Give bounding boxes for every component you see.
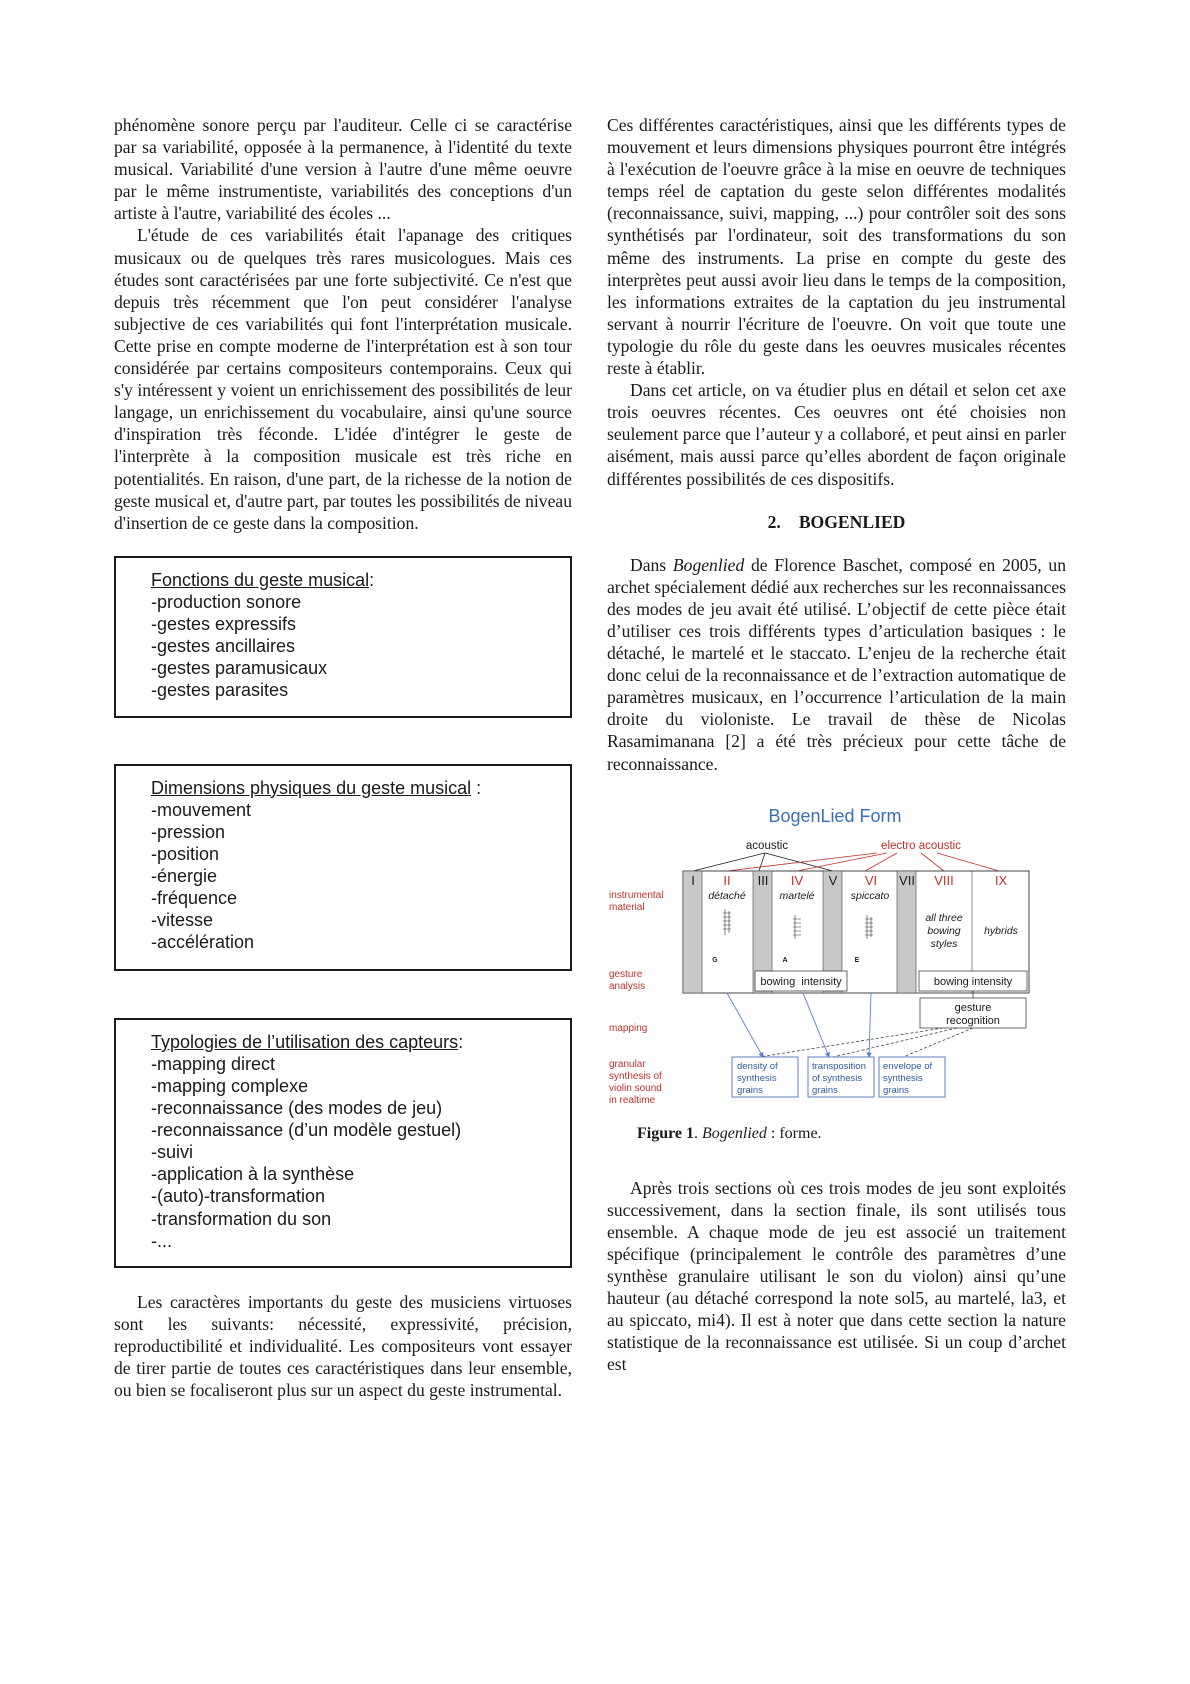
- text-run: de Florence Baschet, composé en 2005, un archet spécialement dédié aux recherches sur les reconnaissances des modes de jeu avait été utilisé. L’objectif de cette pièce était d’utiliser ces trois différents types d’articulation basiques : le détaché, le martelé et le staccato. L’enjeu de la recherche était donc celui de la reconnaissance et de l’extraction automatique de paramètres musicaux, en l’occurrence l’articulation de la main droite du violoniste. Le travail de thèse de Nicolas Rasamimanana [2] a été très précieux pour cette tâche de reconnaissance.: [607, 554, 1066, 774]
- note-E: E: [854, 956, 860, 964]
- section-V: V: [828, 872, 838, 888]
- density-label-2: synthesis: [737, 1072, 777, 1084]
- gesture-recognition-label-1: gesture: [954, 1001, 992, 1014]
- section-number: 2.: [767, 511, 781, 532]
- box-item: -application à la synthèse: [151, 1164, 355, 1185]
- box-item: -transformation du son: [151, 1208, 332, 1229]
- row-mapping: mapping: [609, 1022, 648, 1034]
- box-item: -accélération: [151, 932, 255, 953]
- box-title: [151, 569, 570, 591]
- caption-label: Figure 1: [637, 1124, 695, 1142]
- right-paragraph-3: [607, 554, 1066, 775]
- box-item: -(auto)-transformation: [151, 1186, 326, 1207]
- section-II: II: [723, 872, 731, 888]
- label-spiccato: spiccato: [850, 889, 890, 902]
- section-VII: VII: [899, 872, 915, 888]
- section-title: BOGENLIED: [798, 511, 906, 532]
- row-labels: [609, 890, 663, 1105]
- label-styles: styles: [930, 937, 958, 950]
- note-A: A: [782, 956, 788, 964]
- row-instrumental: instrumental: [609, 889, 664, 901]
- box-item: -production sonore: [151, 591, 302, 612]
- acoustic-label: acoustic: [745, 839, 789, 852]
- label-detache: détaché: [708, 889, 746, 902]
- box-item: -vitesse: [151, 910, 214, 931]
- box-item: -...: [151, 1230, 172, 1251]
- box-item: -gestes ancillaires: [151, 636, 296, 657]
- section-VI: VI: [864, 872, 878, 888]
- box-item: -mapping direct: [151, 1053, 276, 1074]
- figure-caption: [637, 1123, 1066, 1145]
- section-IV: IV: [790, 872, 804, 888]
- box-item: -pression: [151, 821, 226, 842]
- section-III: III: [757, 872, 769, 888]
- label-martele: martelé: [779, 889, 815, 902]
- box-item: -fréquence: [151, 888, 238, 909]
- bowing-intensity-label-a: bowing intensity: [760, 975, 842, 988]
- caption-sep: .: [694, 1124, 703, 1142]
- right-paragraph-4: Après trois sections où ces trois modes de jeu sont exploités successivement, dans la section finale, ils sont utilisés tous ensemble. A chaque mode de jeu est associé un traitement spécifique (principalement le contrôle des paramètres d’une synthèse granulaire utilisant le son du violon) ainsi qu’une hauteur (au détaché correspond la note sol5, au martelé, la3, et au spiccato, mi4). Il est à noter que dans cette section la nature statistique de la reconnaissance est utilisée. Si un coup d’archet est: [607, 1177, 1066, 1375]
- envelope-label-1: envelope of: [883, 1060, 933, 1072]
- label-all-three: all three: [925, 911, 963, 924]
- box-title-text: Dimensions physiques du geste musical: [151, 777, 472, 798]
- row-granular: granular: [609, 1058, 646, 1070]
- row-gesture: gesture: [609, 968, 643, 980]
- box-item: -mapping complexe: [151, 1075, 309, 1096]
- electro-acoustic-label: electro acoustic: [881, 839, 961, 852]
- row-analysis: analysis: [609, 980, 646, 992]
- box-item: -reconnaissance (des modes de jeu): [151, 1098, 443, 1119]
- transposition-label-3: grains: [812, 1084, 838, 1096]
- section-VIII: VIII: [934, 872, 954, 888]
- row-synthesis-of: synthesis of: [609, 1070, 662, 1082]
- text-run: Dans: [630, 554, 673, 575]
- left-column: [114, 114, 572, 1401]
- left-paragraph-3: Les caractères importants du geste des musiciens virtuoses sont les suivants: nécessité, expressivité, précision, reproductibilité et individualité. Les compositeurs vont essayer de tirer partie de toutes ces caractéristiques dans leur ensemble, ou bien se focaliseront plus sur un aspect du geste instrumental.: [114, 1291, 572, 1401]
- caption-work-title: Bogenlied: [702, 1124, 767, 1142]
- row-violin-sound: violin sound: [609, 1082, 662, 1094]
- box-item: -mouvement: [151, 799, 252, 820]
- right-paragraph-1: Ces différentes caractéristiques, ainsi que les différents types de mouvement et leurs dimensions physiques pourront être intégrés à l'exécution de l'oeuvre grâce à la mise en oeuvre de techniques temps réel de captation du geste selon différentes modalités (reconnaissance, suivi, mapping, ...) pour contrôler soit des sons synthétisés par l'ordinateur, soit des transformations du son même des instruments. La prise en compte du geste des interprètes peut aussi avoir lieu dans le temps de la composition, les informations extraites de la captation du jeu instrumental servant à nourrir l'écriture de l'oeuvre. On voit que toute une typologie du rôle du geste dans les oeuvres musicales récentes reste à établir.: [607, 115, 1066, 379]
- row-in-realtime: in realtime: [609, 1094, 656, 1105]
- box-typologies-capteurs: [114, 1018, 572, 1268]
- box-item: -reconnaissance (d’un modèle gestuel): [151, 1120, 462, 1141]
- figure-title: BogenLied Form: [768, 805, 902, 826]
- recognition-dashed-lines: [759, 1028, 973, 1057]
- electro-lines: [727, 853, 999, 871]
- caption-rest: : forme.: [766, 1124, 822, 1142]
- box-item: -gestes expressifs: [151, 613, 297, 634]
- left-paragraph-1: phénomène sonore perçu par l'auditeur. Celle ci se caractérise par sa variabilité, opposée à la permanence, à l'identité du texte musical. Variabilité d'une version à l'autre d'une même oeuvre par le même instrumentiste, variabilités des conceptions d'un artiste à l'autre, variabilité des écoles ...: [114, 115, 572, 224]
- box-title-suffix: :: [471, 777, 482, 798]
- box-fonctions-geste: [114, 556, 572, 718]
- density-label-1: density of: [737, 1060, 778, 1072]
- section-IX: IX: [994, 872, 1008, 888]
- envelope-label-2: synthesis: [883, 1072, 923, 1084]
- right-paragraph-2: Dans cet article, on va étudier plus en détail et selon cet axe trois oeuvres récentes. Ces oeuvres ont été choisies non seulement parce que l’auteur y a collaboré, et peut ainsi en parler aisément, mais aussi parce qu’elles abordent de façon originale différentes possibilités de ces dispositifs.: [607, 380, 1066, 489]
- box-item: -gestes parasites: [151, 680, 289, 701]
- row-material: material: [609, 901, 645, 913]
- box-title-suffix: :: [458, 1031, 464, 1052]
- box-item: -suivi: [151, 1142, 194, 1163]
- transposition-label-2: of synthesis: [812, 1072, 863, 1084]
- gesture-recognition-label-2: recognition: [946, 1014, 1000, 1027]
- label-hybrids: hybrids: [984, 924, 1018, 937]
- work-title: Bogenlied: [672, 554, 745, 575]
- box-title-text: Fonctions du geste musical: [151, 569, 370, 590]
- box-dimensions-physiques: [114, 764, 572, 971]
- right-column: [607, 114, 1066, 1376]
- box-title-suffix: :: [369, 569, 375, 590]
- box-title-text: Typologies de l’utilisation des capteurs: [151, 1031, 459, 1052]
- box-item: -position: [151, 844, 220, 865]
- box-title: [151, 1031, 570, 1053]
- section-heading: [607, 511, 1066, 533]
- box-item: -énergie: [151, 866, 218, 887]
- left-paragraph-2: L'étude de ces variabilités était l'apanage des critiques musicaux ou de quelques très rares musicologues. Mais ces études sont caractérisées par une forte subjectivité. Ce n'est que depuis très récemment que l'on peut considérer l'analyse subjective de ces variabilités qui font l'interprétation musicale. Cette prise en compte moderne de l'interprétation est à son tour considérée par certains compositeurs contemporains. Ceux qui s'y intéressent y voient un enrichissement des possibilités de leur langage, un enrichissement du vocabulaire, ainsi qu'une source d'inspiration très féconde. L'idée d'intégrer le geste de l'interprète à la composition musicale est très riche en potentialités. En raison, d'une part, de la richesse de la notion de geste musical et, d'autre part, par toutes les possibilités de niveau d'insertion de ce geste dans la composition.: [114, 225, 572, 533]
- bogenlied-form-figure: [607, 795, 1066, 1105]
- density-label-3: grains: [737, 1084, 763, 1096]
- note-G: G: [712, 956, 718, 964]
- box-item: -gestes paramusicaux: [151, 658, 328, 679]
- bowing-intensity-label-b: bowing intensity: [933, 975, 1013, 988]
- label-bowing: bowing: [927, 924, 961, 937]
- mapping-lines: [727, 993, 871, 1057]
- section-I: I: [691, 872, 695, 888]
- box-title: [151, 777, 570, 799]
- envelope-label-3: grains: [883, 1084, 909, 1096]
- transposition-label-1: transposition: [812, 1060, 866, 1072]
